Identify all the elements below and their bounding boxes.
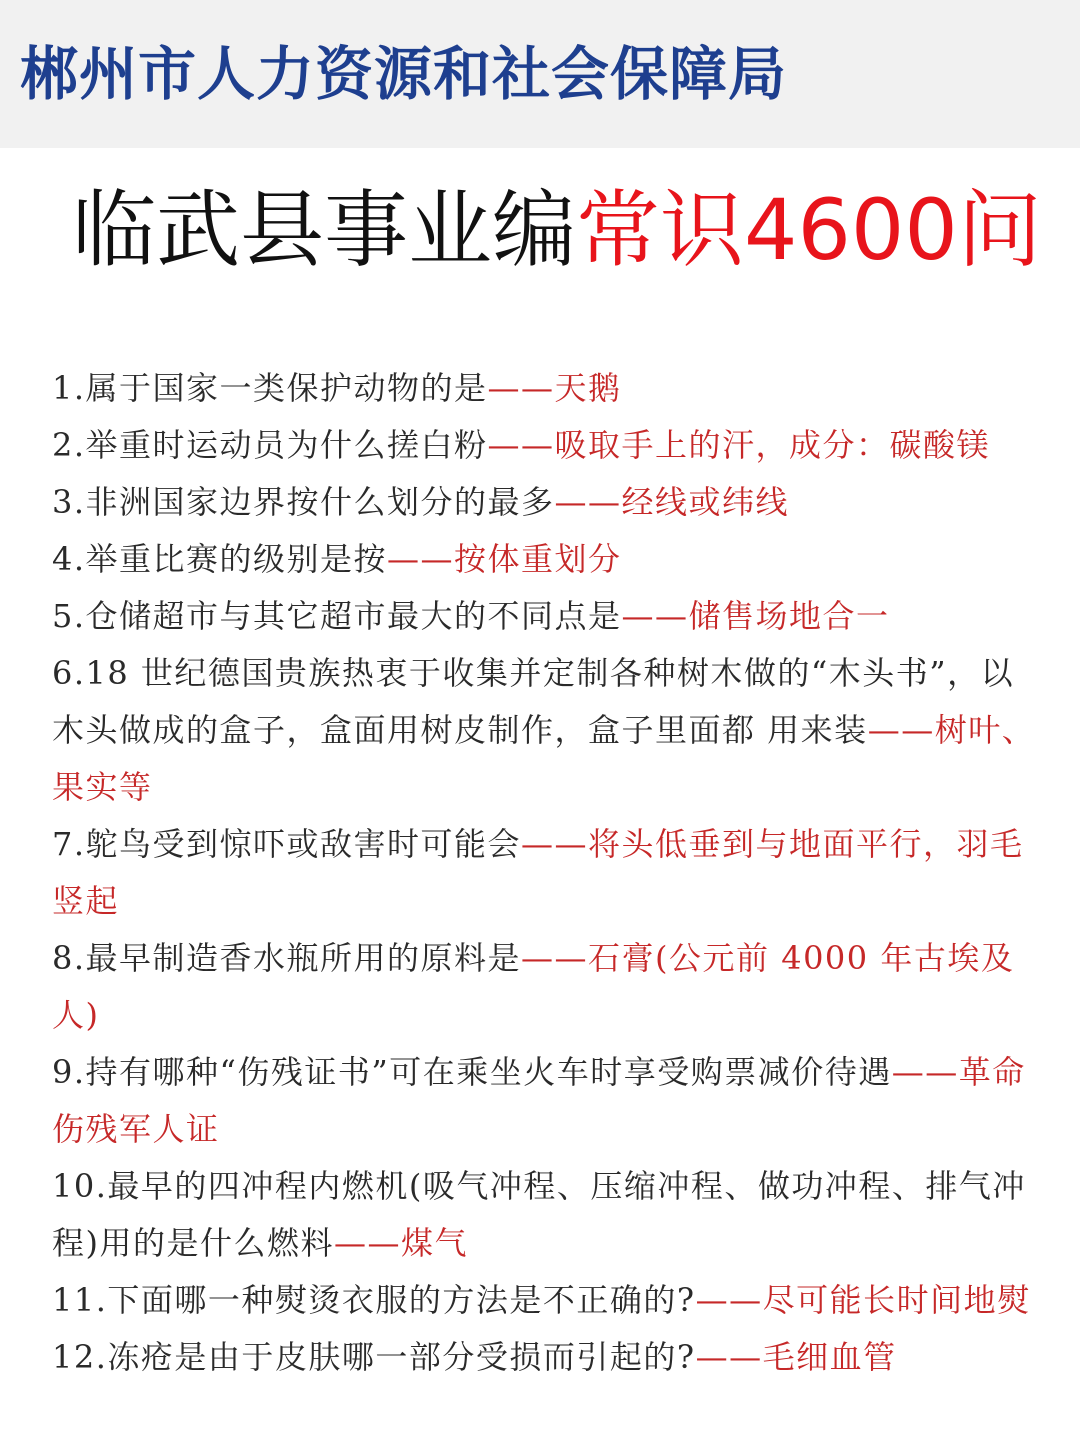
question-text: 3.非洲国家边界按什么划分的最多 [52,483,555,521]
qa-list [52,360,1042,1386]
title-part-highlight: 常识4600问 [576,181,1042,279]
answer-separator: —— [387,540,455,578]
answer-separator: —— [521,825,589,863]
answer-separator: —— [487,426,555,464]
answer-text: 经线或纬线 [621,483,790,521]
qa-item [52,1158,1042,1272]
answer-separator: —— [621,597,689,635]
question-text: 1.属于国家一类保护动物的是 [52,369,488,407]
question-text: 7.鸵鸟受到惊吓或敌害时可能会 [52,825,522,863]
answer-separator: —— [867,711,935,749]
answer-text: 储售场地合一 [688,597,890,635]
question-text: 12.冻疮是由于皮肤哪一部分受损而引起的? [52,1338,696,1376]
answer-text: 将头低垂到与地面平行，羽毛竖起 [52,825,1024,920]
qa-item [52,1329,1042,1386]
qa-item [52,1272,1042,1329]
org-name: 郴州市人力资源和社会保障局 [20,40,788,108]
answer-text: 吸取手上的汗，成分：碳酸镁 [554,426,991,464]
page-title [72,178,1072,282]
answer-text: 石膏(公元前 4000 年古埃及人) [52,939,1015,1034]
answer-text: 毛细血管 [762,1338,897,1376]
answer-text: 天鹅 [554,369,622,407]
question-text: 8.最早制造香水瓶所用的原料是 [52,939,522,977]
answer-text: 革命伤残军人证 [52,1053,1026,1148]
qa-item [52,816,1042,930]
answer-separator: —— [554,483,622,521]
qa-item [52,588,1042,645]
qa-item [52,474,1042,531]
answer-separator: —— [891,1053,959,1091]
question-text: 6.18 世纪德国贵族热衷于收集并定制各种树木做的“木头书”，以木头做成的盒子，盒面用树皮制作，盒子里面都 用来装 [52,654,1015,749]
qa-item [52,1044,1042,1158]
answer-separator: —— [334,1224,401,1262]
header-banner [0,0,1080,148]
qa-item [52,645,1042,816]
question-text: 10.最早的四冲程内燃机(吸气冲程、压缩冲程、做功冲程、排气冲程)用的是什么燃料 [52,1167,1026,1262]
answer-separator: —— [487,369,555,407]
question-text: 11.下面哪一种熨烫衣服的方法是不正确的? [52,1281,696,1319]
question-text: 4.举重比赛的级别是按 [52,540,388,578]
answer-text: 按体重划分 [454,540,622,578]
question-text: 2.举重时运动员为什么搓白粉 [52,426,488,464]
question-text: 5.仓储超市与其它超市最大的不同点是 [52,597,622,635]
answer-separator: —— [521,939,589,977]
answer-text: 尽可能长时间地熨 [762,1281,1031,1319]
title-part-county: 临武县事业编 [72,181,577,279]
answer-text: 树叶、果实等 [52,711,1036,806]
qa-item [52,360,1042,417]
qa-item [52,531,1042,588]
answer-text: 煤气 [401,1224,469,1262]
qa-item [52,417,1042,474]
qa-item [52,930,1042,1044]
answer-separator: —— [695,1338,763,1376]
question-text: 9.持有哪种“伤残证书”可在乘坐火车时享受购票减价待遇 [52,1053,892,1091]
answer-separator: —— [695,1281,763,1319]
